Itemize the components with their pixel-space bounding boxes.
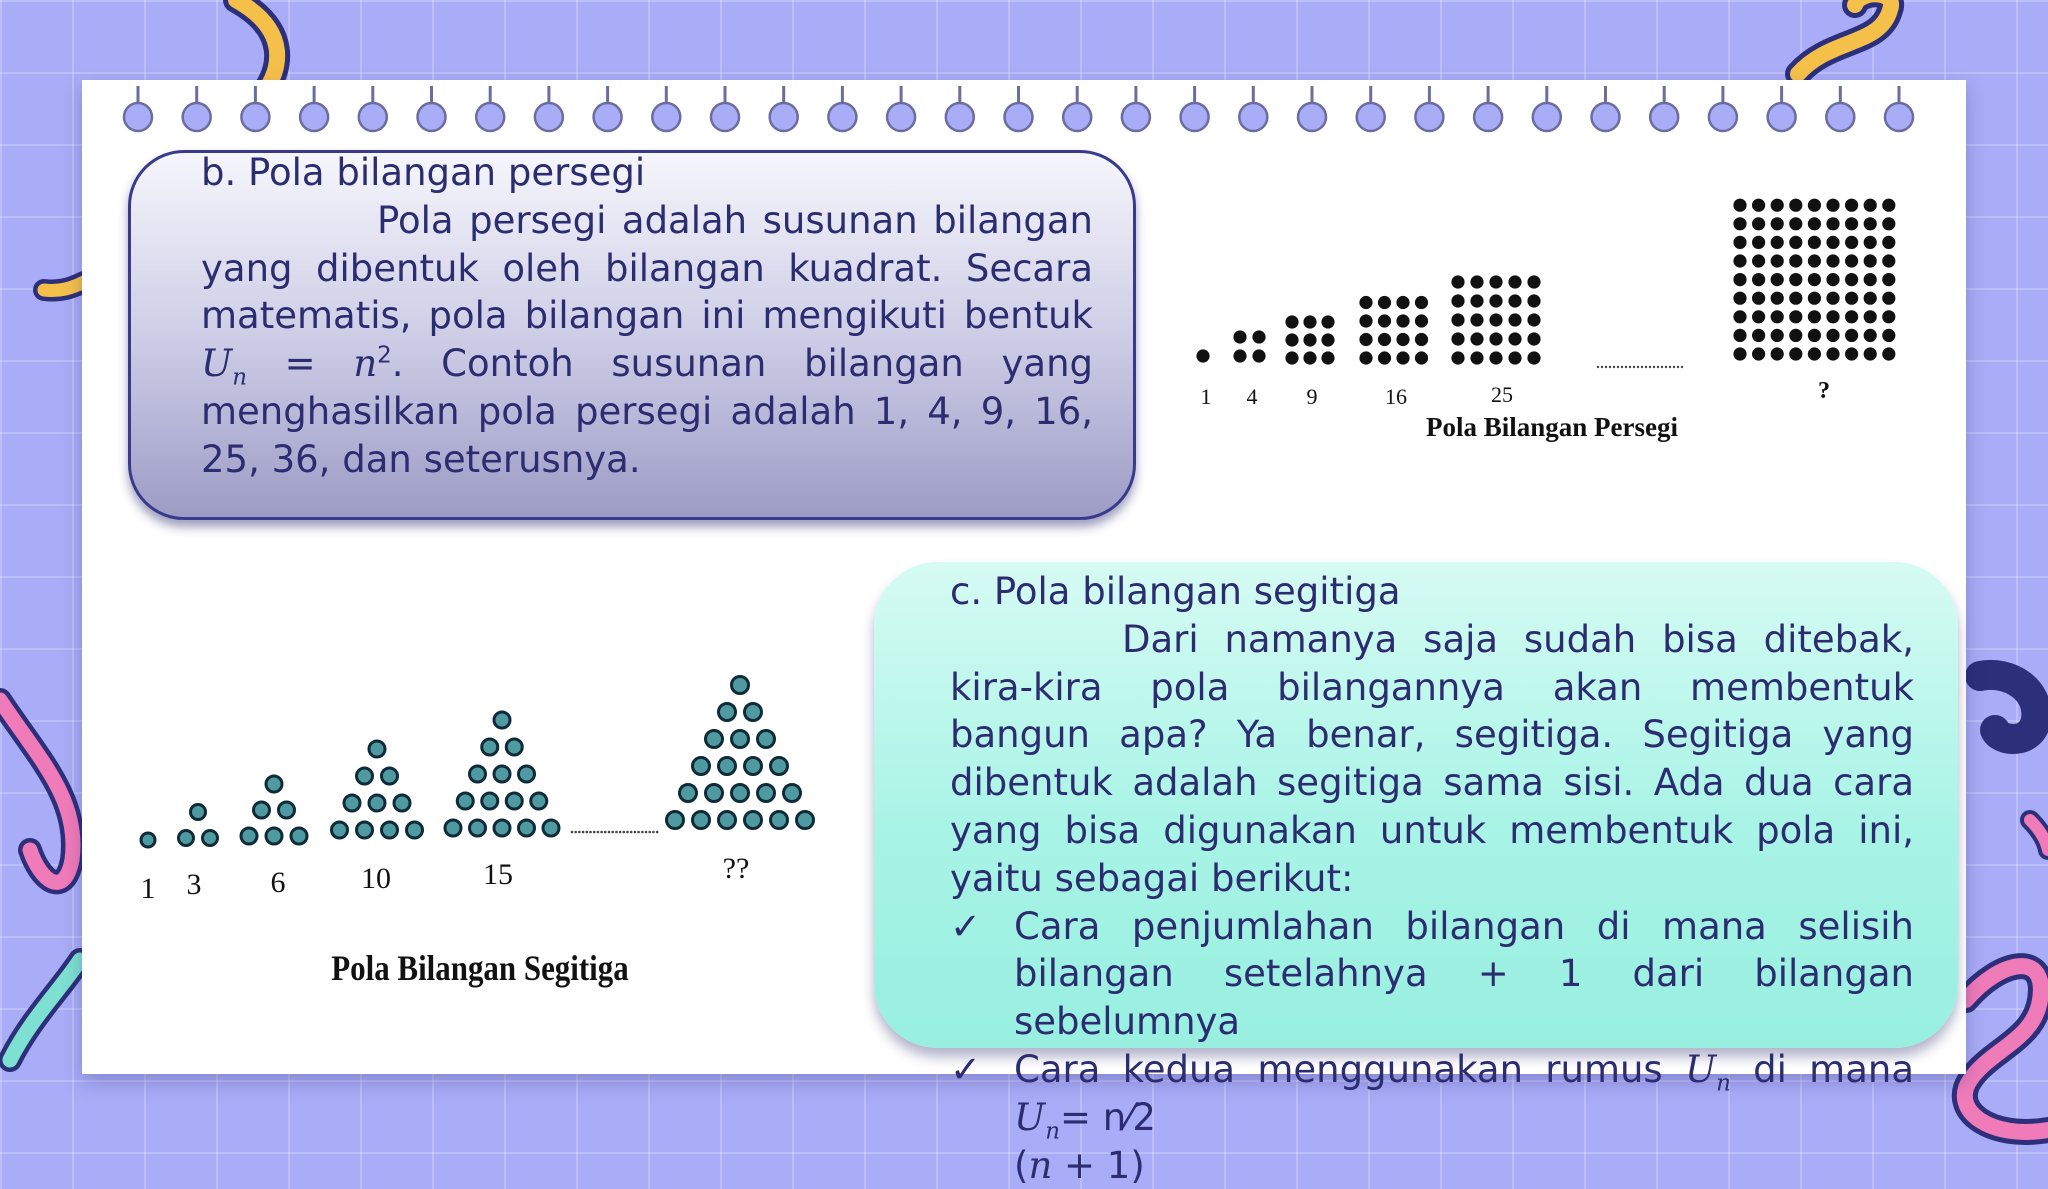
triangle-dot — [732, 785, 749, 802]
triangle-dot — [680, 785, 697, 802]
triangle-dot — [344, 795, 360, 811]
triangle-dot — [693, 758, 710, 775]
item-2-mid: di mana — [1730, 1047, 1914, 1091]
item-2-eq: = n⁄2 — [1059, 1095, 1156, 1139]
triangle-dot — [482, 739, 498, 755]
square-label-4: 4 — [1246, 384, 1258, 409]
triangle-dot — [470, 766, 486, 782]
triangle-label-3: 3 — [186, 868, 202, 901]
ellipsis-dot — [656, 831, 659, 834]
ellipsis-dot — [582, 831, 585, 834]
triangle-dot — [494, 766, 510, 782]
triangle-dot — [667, 812, 684, 829]
triangle-dot — [482, 793, 498, 809]
triangle-dot — [771, 812, 788, 829]
formula-eq: = — [246, 342, 354, 386]
square-figure-caption: Pola Bilangan Persegi — [1426, 412, 1678, 442]
triangle-dot — [758, 785, 775, 802]
triangle-dot — [758, 731, 775, 748]
triangle-dot — [407, 822, 423, 838]
item-2-n: n — [1028, 1143, 1053, 1187]
triangle-label-15: 15 — [483, 858, 513, 891]
triangle-dot — [382, 822, 398, 838]
item-2-sub1: n — [1716, 1070, 1731, 1097]
formula-sup: 2 — [377, 342, 392, 369]
triangle-dot — [445, 820, 461, 836]
triangle-pattern-heading: c. Pola bilangan segitiga — [950, 570, 1401, 613]
item-2-close: + 1) — [1052, 1143, 1145, 1187]
ellipsis-dot — [600, 831, 603, 834]
ellipsis-dot — [626, 831, 629, 834]
triangle-dot — [369, 795, 385, 811]
method-item-2 — [950, 1046, 1914, 1189]
ellipsis-dot — [586, 831, 589, 834]
ellipsis-dot — [578, 831, 581, 834]
triangle-dot — [771, 758, 788, 775]
method-item-1-text: Cara penjumlahan bilangan di mana selisih bilangan setelahnya + 1 dari bilangan sebelumnya — [1014, 904, 1914, 1044]
triangle-dot — [191, 805, 206, 820]
triangle-dot — [506, 793, 522, 809]
triangle-dot — [241, 828, 257, 844]
item-2-u2: U — [1014, 1095, 1046, 1139]
triangle-dot — [693, 812, 710, 829]
triangle-dot — [745, 704, 762, 721]
method-item-1 — [950, 903, 1914, 1046]
item-2-part-1: Cara kedua menggunakan rumus — [1014, 1047, 1685, 1091]
triangle-pattern-description: Dari namanya saja sudah bisa ditebak, kira-kira pola bilangannya akan membentuk bangun apa? Ya benar, segitiga. Segitiga yang dibentuk adalah segitiga sama sisi. Ada dua cara yang bisa digunakan untuk membentuk pola ini, yaitu sebagai berikut: — [950, 617, 1914, 900]
triangle-dot — [266, 776, 282, 792]
ellipsis-dot — [652, 831, 655, 834]
square-label-25: 25 — [1491, 382, 1513, 407]
triangle-dot — [519, 766, 535, 782]
triangle-dot — [531, 793, 547, 809]
ellipsis-dot — [574, 831, 577, 834]
ellipsis-dot — [611, 831, 614, 834]
square-label-16: 16 — [1385, 384, 1407, 409]
triangle-dot — [266, 828, 282, 844]
triangle-dot — [203, 831, 218, 846]
triangle-dot — [797, 812, 814, 829]
triangle-label-1: 1 — [140, 872, 156, 905]
square-pattern-heading: b. Pola bilangan persegi — [201, 151, 646, 194]
triangle-pattern-card — [874, 562, 1958, 1187]
triangle-dot — [745, 812, 762, 829]
triangle-dot — [369, 741, 385, 757]
triangle-dot — [745, 758, 762, 775]
triangle-dot — [457, 793, 473, 809]
triangle-dot — [357, 768, 373, 784]
square-label-9: 9 — [1306, 384, 1318, 409]
formula-u: U — [201, 342, 233, 386]
triangle-dot — [470, 820, 486, 836]
triangle-dot — [254, 802, 270, 818]
ellipsis-dot — [623, 831, 626, 834]
triangle-dot — [291, 828, 307, 844]
square-label-1: 1 — [1200, 384, 1212, 409]
triangle-dot — [141, 833, 155, 847]
desc-part-2: . Contoh susunan bilangan yang menghasilkan pola persegi adalah 1, 4, 9, 16, 25, 36, dan seterusnya. — [201, 342, 1094, 481]
formula-n: n — [353, 342, 378, 386]
triangle-dot — [179, 831, 194, 846]
ellipsis-dot — [619, 831, 622, 834]
triangle-dot — [494, 820, 510, 836]
desc-part-1: Pola persegi adalah susunan bilangan yang dibentuk oleh bilangan kuadrat. Secara matematis, pola bilangan ini mengikuti bentuk — [201, 198, 1093, 338]
ellipsis-dot — [645, 831, 648, 834]
ellipsis-dot — [593, 831, 596, 834]
triangle-dot — [732, 677, 749, 694]
triangle-dot — [519, 820, 535, 836]
check-icon: ✓ — [950, 904, 982, 948]
ellipsis-dot — [608, 831, 611, 834]
ellipsis-dot — [604, 831, 607, 834]
triangle-dot — [543, 820, 559, 836]
item-2-u1: U — [1684, 1047, 1717, 1091]
ellipsis-dot — [634, 831, 637, 834]
triangle-dot — [706, 731, 723, 748]
triangle-dot — [732, 731, 749, 748]
triangle-dot — [719, 758, 736, 775]
triangle-dot — [719, 704, 736, 721]
ellipsis-dot — [641, 831, 644, 834]
square-label-unknown: ? — [1818, 378, 1830, 404]
triangle-dot — [506, 739, 522, 755]
ellipsis-dot — [597, 831, 600, 834]
ellipsis-dot — [571, 831, 574, 834]
item-2-open: ( — [1014, 1143, 1029, 1187]
triangle-label-10: 10 — [361, 862, 391, 895]
ellipsis-dot — [630, 831, 633, 834]
ellipsis-dot — [615, 831, 618, 834]
item-2-sub2: n — [1045, 1118, 1060, 1145]
triangle-dot — [394, 795, 410, 811]
triangle-dot — [382, 768, 398, 784]
triangle-label-6: 6 — [270, 866, 286, 899]
triangle-dot — [279, 802, 295, 818]
ellipsis-dot — [637, 831, 640, 834]
triangle-dot — [494, 712, 510, 728]
triangle-dot — [357, 822, 373, 838]
check-icon: ✓ — [950, 1047, 982, 1091]
ellipsis-dot — [648, 831, 651, 834]
triangle-dot — [706, 785, 723, 802]
formula-sub: n — [232, 364, 247, 391]
triangle-label-unknown: ?? — [722, 852, 750, 885]
triangle-dot — [332, 822, 348, 838]
triangle-dot — [784, 785, 801, 802]
ellipsis-dot — [589, 831, 592, 834]
triangle-dot — [719, 812, 736, 829]
triangle-figure-caption: Pola Bilangan Segitiga — [331, 948, 629, 989]
method-item-2-text — [1014, 1046, 1914, 1189]
